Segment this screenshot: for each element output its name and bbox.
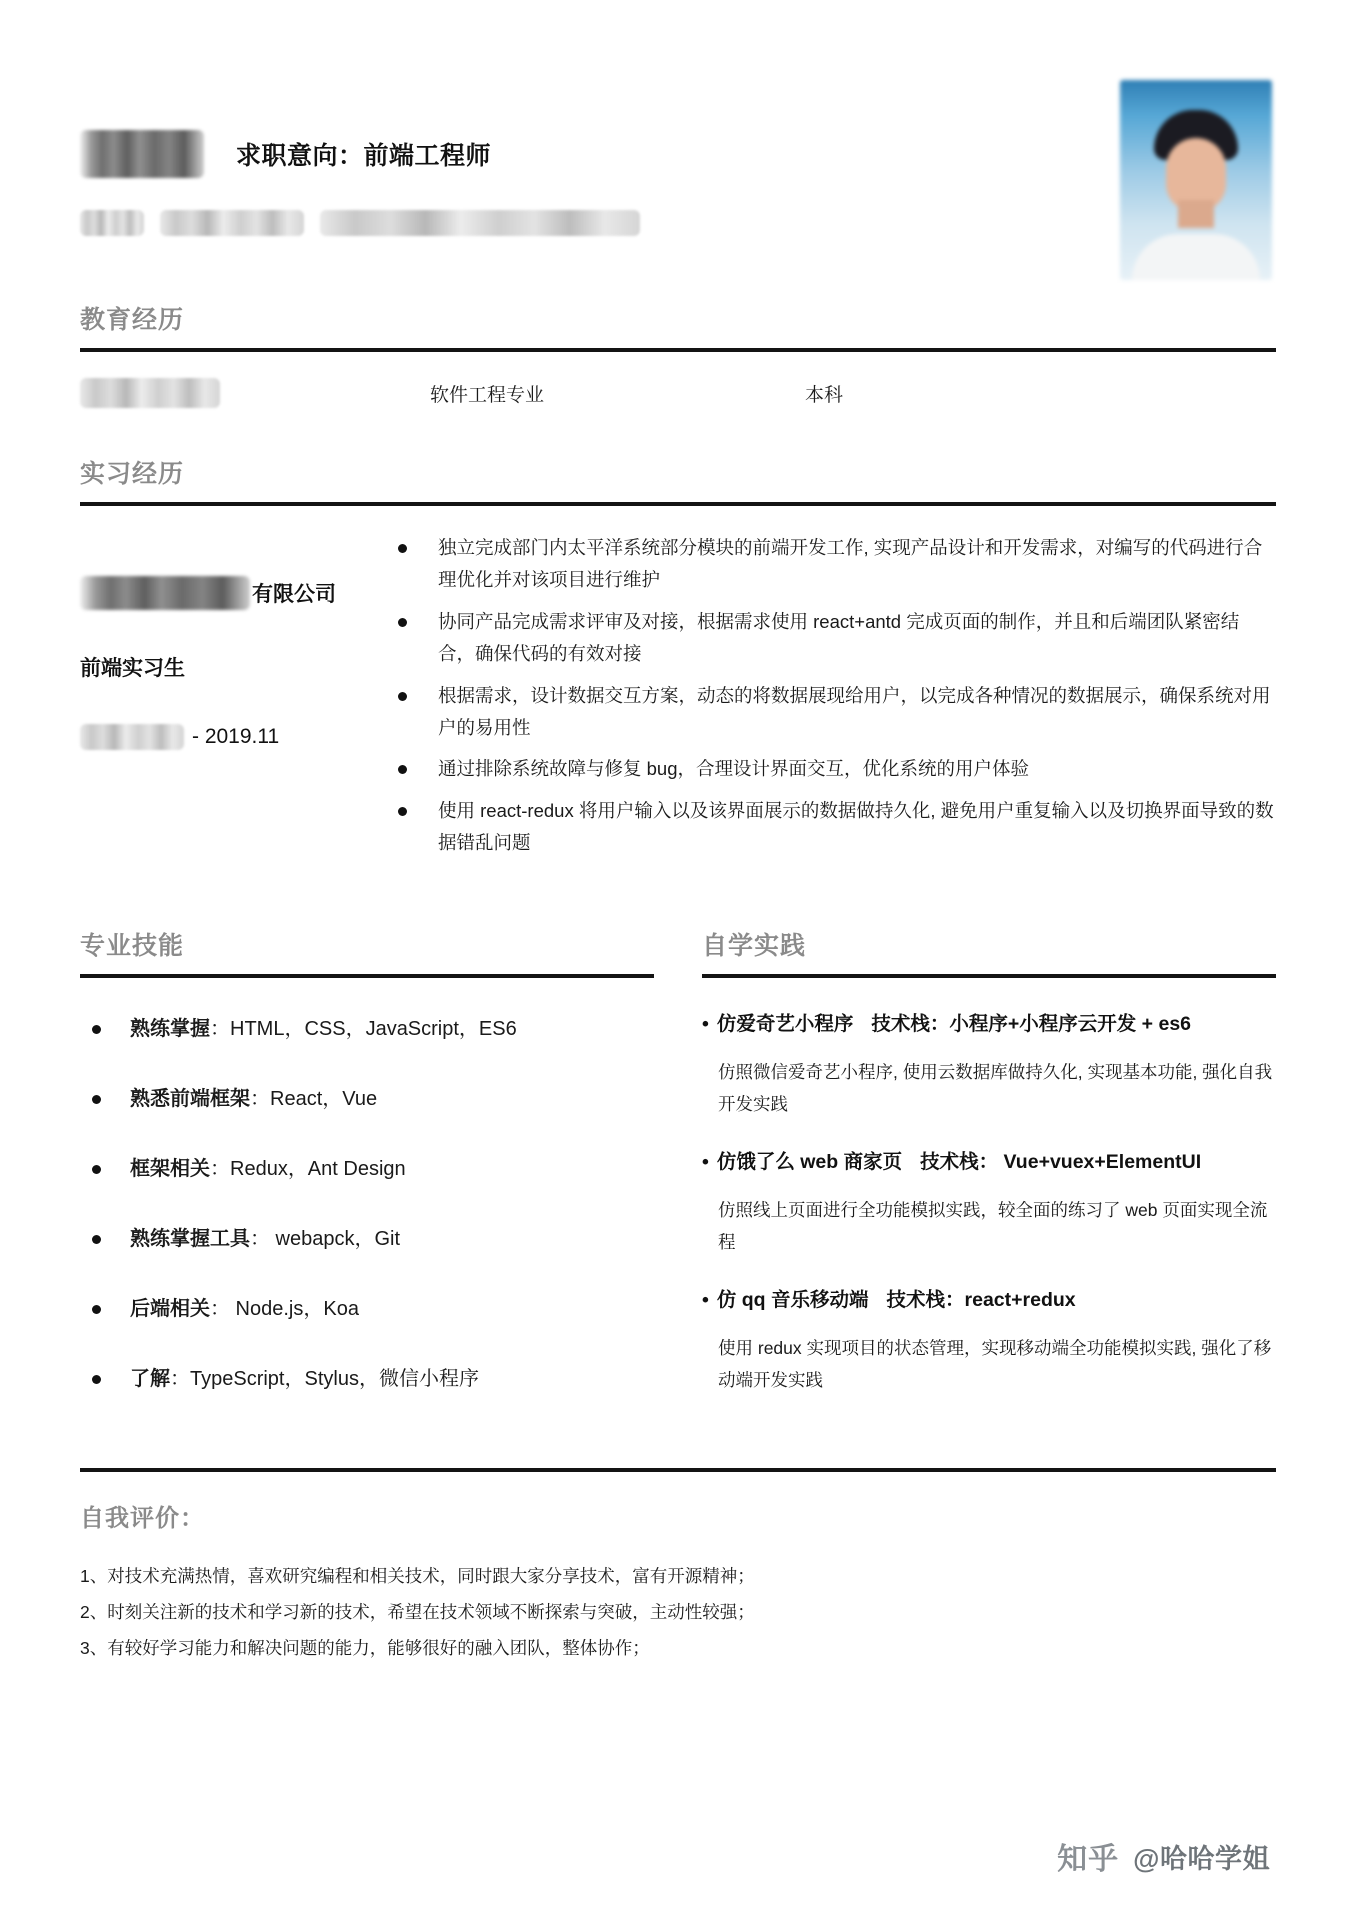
- redacted-contact-item: [320, 210, 640, 236]
- resume-header: [0, 0, 1356, 300]
- projects-heading: 自学实践: [702, 932, 807, 961]
- skill-item: [80, 1014, 654, 1044]
- duty-item: 通过排除系统故障与修复 bug，合理设计界面交互，优化系统的用户体验: [390, 753, 1276, 785]
- redacted-school-name: [80, 378, 220, 408]
- project-desc: 使用 redux 实现项目的状态管理，实现移动端全功能模拟实践, 强化了移动端开发实践: [718, 1337, 1272, 1390]
- bullet-icon: •: [702, 1151, 709, 1174]
- project-head: [702, 1148, 1276, 1177]
- project-desc: 仿照微信爱奇艺小程序, 使用云数据库做持久化, 实现基本功能, 强化自我开发实践: [718, 1061, 1273, 1114]
- skill-sep: ：: [170, 1368, 190, 1391]
- education-school: [80, 378, 430, 408]
- skill-sep: ：: [210, 1158, 230, 1181]
- zhihu-logo: 知乎: [1057, 1843, 1120, 1876]
- education-section: [0, 300, 1356, 408]
- duty-item: 独立完成部门内太平洋系统部分模块的前端开发工作, 实现产品设计和开发需求，对编写的代码进行合理优化并对该项目进行维护: [390, 532, 1276, 597]
- internship-section: [0, 454, 1356, 868]
- project-stack: Vue+vuex+ElementUI: [998, 1151, 1202, 1174]
- duty-list: [390, 532, 1276, 859]
- self-evaluation-line: 2、时刻关注新的技术和学习新的技术，希望在技术领域不断探索与突破，主动性较强；: [80, 1602, 755, 1623]
- photo-shoulder: [1132, 234, 1260, 280]
- skill-sep: ：: [210, 1018, 230, 1041]
- bullet-icon: •: [702, 1013, 709, 1036]
- project-item: [702, 1286, 1276, 1396]
- bullet-icon: •: [702, 1289, 709, 1312]
- skill-value: Redux，Ant Design: [230, 1158, 406, 1181]
- profile-photo: [1120, 80, 1272, 280]
- duty-item: 使用 react-redux 将用户输入以及该界面展示的数据做持久化, 避免用户重复输入以及切换界面导致的数据错乱问题: [390, 795, 1276, 860]
- education-row: [80, 352, 1276, 408]
- stack-label: 技术栈：: [871, 1013, 950, 1036]
- redacted-name: [80, 130, 204, 178]
- project-stack: react+redux: [964, 1289, 1076, 1312]
- stack-label: 技术栈：: [886, 1289, 965, 1312]
- self-evaluation-divider: [80, 1468, 1276, 1472]
- photo-neck: [1178, 200, 1214, 228]
- self-evaluation-heading: 自我评价：: [80, 1505, 205, 1533]
- skill-value: TypeScript，Stylus，微信小程序: [190, 1368, 479, 1391]
- skills-projects-columns: [0, 926, 1356, 1434]
- redacted-company-name: [80, 576, 250, 610]
- zhihu-handle: @哈哈学姐: [1133, 1843, 1270, 1874]
- skills-list: [80, 978, 654, 1394]
- skill-item: [80, 1294, 654, 1324]
- company-suffix: 有限公司: [252, 583, 336, 606]
- internship-date: [80, 724, 380, 750]
- skill-item: [80, 1154, 654, 1184]
- self-evaluation-line: 1、对技术充满热情，喜欢研究编程和相关技术，同时跟大家分享技术，富有开源精神；: [80, 1566, 755, 1587]
- projects-column: [678, 926, 1276, 1434]
- skill-label: 了解: [130, 1368, 170, 1391]
- job-intent: 求职意向：前端工程师: [236, 142, 492, 170]
- skill-value: Node.js，Koa: [230, 1298, 359, 1321]
- stack-label: 技术栈：: [920, 1151, 999, 1174]
- skill-value: React，Vue: [270, 1088, 378, 1111]
- skill-sep: ：: [210, 1298, 230, 1321]
- name-row: [80, 126, 1276, 182]
- skill-sep: ：: [250, 1228, 270, 1251]
- project-item: [702, 1010, 1276, 1120]
- project-head: [702, 1286, 1276, 1315]
- internship-heading: 实习经历: [80, 460, 185, 488]
- redacted-start-date: [80, 724, 184, 750]
- internship-end-date: - 2019.11: [192, 725, 280, 748]
- skill-label: 熟悉前端框架: [130, 1088, 250, 1111]
- duty-item: 协同产品完成需求评审及对接，根据需求使用 react+antd 完成页面的制作，并且和后端团队紧密结合，确保代码的有效对接: [390, 606, 1276, 671]
- project-head: [702, 1010, 1276, 1039]
- skill-label: 框架相关: [130, 1158, 210, 1181]
- project-list: [702, 978, 1276, 1396]
- project-item: [702, 1148, 1276, 1258]
- redacted-contact-item: [80, 210, 144, 236]
- skills-heading: 专业技能: [80, 932, 185, 961]
- skill-label: 熟练掌握工具: [130, 1228, 250, 1251]
- watermark: [1057, 1834, 1270, 1878]
- skill-item: [80, 1364, 654, 1394]
- project-name: 仿饿了么 web 商家页: [716, 1151, 903, 1174]
- skill-item: [80, 1084, 654, 1114]
- project-name: 仿爱奇艺小程序: [716, 1013, 854, 1036]
- skill-item: [80, 1224, 654, 1254]
- contact-row: [80, 210, 1276, 236]
- project-name: 仿 qq 音乐移动端: [716, 1289, 869, 1312]
- education-major: 软件工程专业: [430, 384, 545, 406]
- skill-sep: ：: [250, 1088, 270, 1111]
- redacted-contact-item: [160, 210, 304, 236]
- internship-duties: [380, 532, 1276, 868]
- self-evaluation-line: 3、有较好学习能力和解决问题的能力，能够很好的融入团队，整体协作；: [80, 1638, 650, 1659]
- internship-body: [80, 506, 1276, 868]
- education-degree: 本科: [805, 384, 844, 406]
- education-heading: 教育经历: [80, 306, 185, 334]
- skill-value: webapck，Git: [270, 1228, 401, 1251]
- internship-job-title: 前端实习生: [80, 657, 185, 680]
- internship-meta: [80, 532, 380, 868]
- skills-column: [80, 926, 678, 1434]
- skill-value: HTML，CSS，JavaScript，ES6: [230, 1018, 517, 1041]
- skill-label: 后端相关: [130, 1298, 210, 1321]
- project-stack: 小程序+小程序云开发 + es6: [949, 1013, 1192, 1036]
- self-evaluation-section: [0, 1468, 1356, 1667]
- skill-label: 熟练掌握: [130, 1018, 210, 1041]
- duty-item: 根据需求，设计数据交互方案，动态的将数据展现给用户，以完成各种情况的数据展示，确保系统对用户的易用性: [390, 680, 1276, 745]
- project-desc: 仿照线上页面进行全功能模拟实践，较全面的练习了 web 页面实现全流程: [718, 1199, 1268, 1252]
- internship-company: [80, 576, 380, 610]
